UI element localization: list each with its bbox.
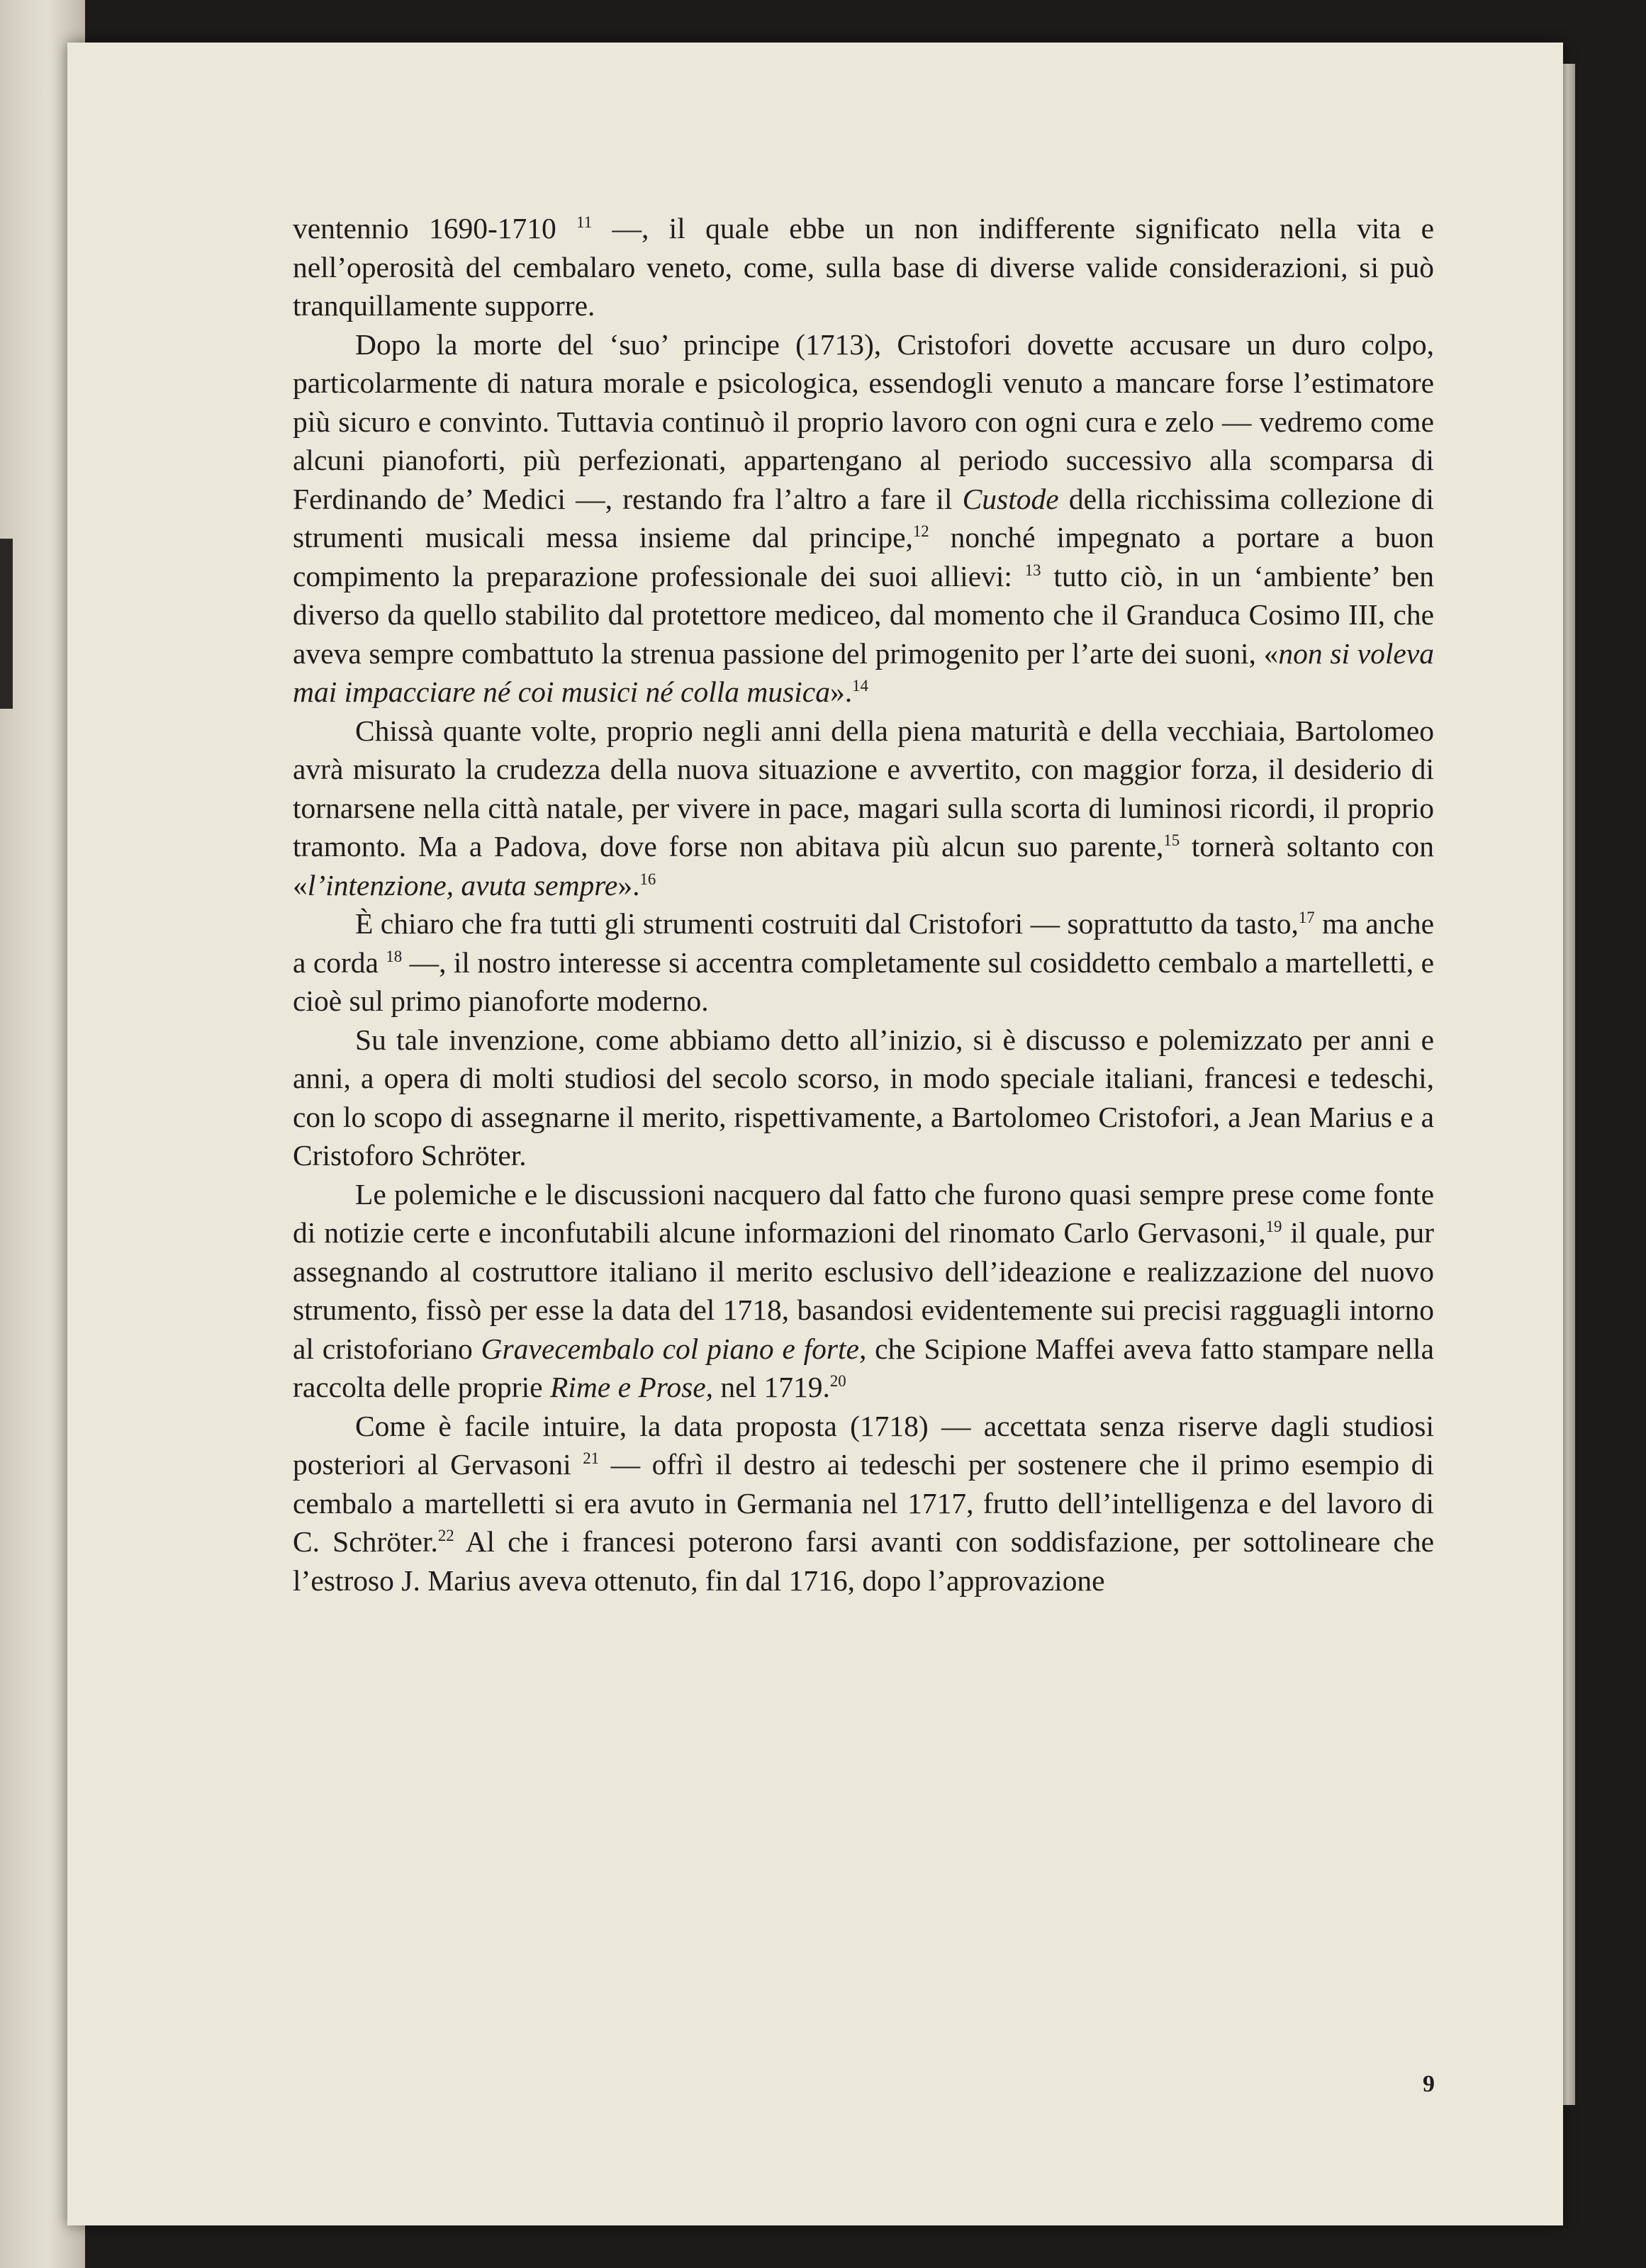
text-span: —, il quale ebbe un non indifferente significato nella vita e nell’operosità del cembalaro veneto, come, sulla base di diverse valide considerazioni, si può tranquillamente supporre. <box>293 212 1434 322</box>
text-span: Chissà quante volte, proprio negli anni della piena maturità e della vecchiaia, Bartolomeo avrà misurato la crudezza della nuova situazione e avvertito, con maggior forza, il desiderio di tornarsene nella città natale, per vivere in pace, magari sulla scorta di luminosi ricordi, il proprio tramonto. Ma a Padova, dove forse non abitava più alcun suo parente, <box>293 714 1434 863</box>
text-span: che Scipione Maffei aveva fatto stampare nella raccolta delle proprie <box>293 1332 1435 1403</box>
paragraph-6 <box>293 1175 1434 1407</box>
footnote-ref: 21 <box>583 1449 600 1468</box>
footnote-ref: 20 <box>829 1372 846 1391</box>
footnote-ref: 13 <box>1024 561 1041 579</box>
footnote-ref: 17 <box>1298 909 1315 927</box>
body-text <box>293 209 1434 1600</box>
footnote-ref: 12 <box>912 522 929 541</box>
text-span: —, il nostro interesse si accentra completamente sul cosiddetto cembalo a martelletti, e cioè sul primo pianoforte moderno. <box>293 945 1434 1017</box>
paragraph-4 <box>293 904 1434 1021</box>
text-span: il quale, pur assegnando al costruttore italiano il merito esclusivo dell’ideazione e realizzazione del nuovo strumento, fissò per esse la data del 1718, basandosi evidentemente sui precisi ragguagli intorno al cristoforiano <box>293 1216 1435 1365</box>
text-span: Su tale invenzione, come abbiamo detto all’inizio, si è discusso e polemizzato per anni e anni, a opera di molti studiosi del secolo scorso, in modo speciale italiani, francesi e tedeschi, con lo scopo di assegnarne il merito, rispettivamente, a Bartolomeo Cristofori, a Jean Marius e a Cristoforo Schröter. <box>293 1023 1434 1172</box>
footnote-ref: 15 <box>1163 831 1180 850</box>
text-span: nonché impegnato a portare a buon compimento la preparazione professionale dei suoi allievi: <box>293 521 1434 593</box>
footnote-ref: 22 <box>437 1527 454 1545</box>
text-span: della ricchissima collezione di strumenti musicali messa insieme dal principe, <box>293 482 1434 554</box>
footnote-ref: 19 <box>1265 1218 1282 1236</box>
italic-span: non si voleva mai impacciare né coi musici né colla musica <box>293 636 1434 708</box>
text-span: nel 1719. <box>713 1371 830 1403</box>
footnote-ref: 18 <box>386 947 403 965</box>
page-number: 9 <box>1423 2071 1435 2097</box>
book-page <box>67 43 1563 2225</box>
text-span: Come è facile intuire, la data proposta (1718) — accettata senza riserve dagli studiosi posteriori al Gervasoni <box>293 1409 1434 1481</box>
footnote-ref: 16 <box>639 870 656 888</box>
text-span: Le polemiche e le discussioni nacquero dal fatto che furono quasi sempre prese come fonte di notizie certe e inconfutabili alcune informazioni del rinomato Carlo Gervasoni, <box>293 1177 1434 1249</box>
footnote-ref: 11 <box>576 213 593 232</box>
left-shadow-strip <box>0 539 13 709</box>
italic-span: Gravecembalo col piano e forte, <box>481 1332 867 1365</box>
text-span: Al che i francesi poterono farsi avanti con soddisfazione, per sottolineare che l’estroso J. Marius aveva ottenuto, fin dal 1716, dopo l’approvazione <box>293 1525 1434 1597</box>
paragraph-5 <box>293 1021 1434 1175</box>
italic-span: l’intenzione, avuta sempre <box>307 868 618 902</box>
footnote-ref: 14 <box>852 677 868 695</box>
text-span: ». <box>617 868 640 902</box>
text-span: Dopo la morte del ‘suo’ principe (1713), Cristofori dovette accusare un duro colpo, particolarmente di natura morale e psicologica, essendogli venuto a mancare forse l’estimatore più sicuro e convinto. Tuttavia continuò il proprio lavoro con ogni cura e zelo — vedremo come alcuni pianoforti, più perfezionati, appartengano al periodo successivo alla scomparsa di Ferdinando de’ Medici —, restando fra l’altro a fare il <box>293 327 1434 515</box>
text-span: ». <box>829 675 853 708</box>
paragraph-1 <box>293 209 1434 325</box>
text-span: tutto ciò, in un ‘ambiente’ ben diverso da quello stabilito dal protettore mediceo, dal momento che il Granduca Cosimo III, che aveva sempre combattuto la strenua passione del primogenito per l’arte dei suoni, « <box>293 559 1434 670</box>
paragraph-2 <box>293 325 1434 712</box>
text-span: ma anche a corda <box>293 907 1434 979</box>
text-span: tornerà soltanto con « <box>293 830 1434 902</box>
text-span: — offrì il destro ai tedeschi per sostenere che il primo esempio di cembalo a martelletti si era avuto in Germania nel 1717, frutto dell’intelligenza e del lavoro di C. Schröter. <box>293 1448 1434 1558</box>
italic-span: Rime e Prose, <box>549 1371 714 1403</box>
text-span: È chiaro che fra tutti gli strumenti costruiti dal Cristofori — soprattutto da tasto, <box>355 907 1299 940</box>
paragraph-3 <box>293 712 1434 905</box>
paragraph-7 <box>293 1407 1434 1600</box>
text-span: ventennio 1690-1710 <box>293 212 556 245</box>
italic-span: Custode <box>962 482 1059 515</box>
